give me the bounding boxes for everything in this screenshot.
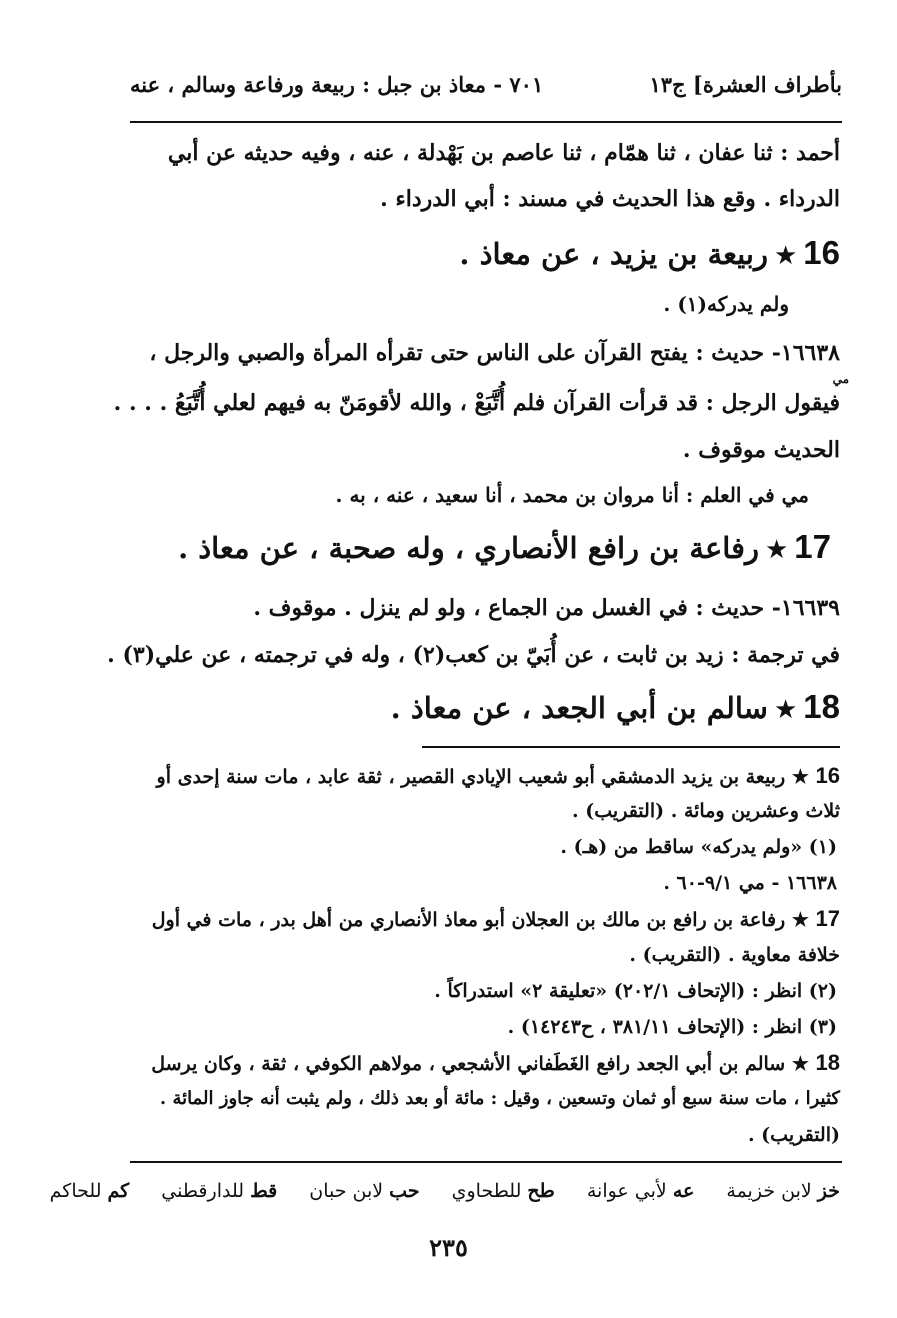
abbreviations-rule: [130, 1161, 842, 1163]
hadith-16638-line-2: فيقول الرجل : قد قرأت القرآن فلم أُتَّبَعْ ، والله لأقومَنّ به فيهم لعلي أُتَّبَعُ . . . .: [113, 390, 840, 416]
narrator-16-note: ولم يدركه(١) .: [663, 292, 789, 316]
footnote-18-line-3: (التقريب) .: [747, 1124, 840, 1146]
hadith-16639-line-2: في ترجمة : زيد بن ثابت ، عن أُبَيّ بن كعب(٢) ، وله في ترجمته ، عن علي(٣) .: [107, 642, 840, 668]
narrator-number: 18: [803, 688, 840, 725]
narrator-number: 17: [794, 528, 831, 565]
footnote-1: (١) «ولم يدركه» ساقط من (هـ) .: [560, 836, 837, 858]
hadith-16638-line-3: الحديث موقوف .: [682, 437, 840, 463]
footnote-rule: [422, 746, 840, 748]
footnote-17-line-1: [130, 906, 840, 932]
footnote-16-line-1: [130, 763, 840, 789]
abbreviation-item: خز لابن خزيمة: [726, 1180, 840, 1202]
narrator-name: ربيعة بن يزيد ، عن معاذ .: [459, 237, 768, 271]
footnote-text: سالم بن أبي الجعد رافع الغَطَفاني الأشجعي ، مولاهم الكوفي ، ثقة ، وكان يرسل: [151, 1053, 786, 1075]
narrator-16: [459, 234, 840, 272]
footnote-2: (٢) انظر : (الإتحاف ٢٠٢/١) «تعليقة ٢» استدراكاً .: [434, 980, 837, 1002]
star-icon: ★: [791, 766, 809, 788]
footnote-text: ربيعة بن يزيد الدمشقي أبو شعيب الإيادي القصير ، ثقة عابد ، مات سنة إحدى أو: [156, 766, 786, 788]
header-rule: [130, 121, 842, 123]
intro-line-1: أحمد : ثنا عفان ، ثنا همّام ، ثنا عاصم بن بَهْدلة ، عنه ، وفيه حديثه عن أبي: [167, 140, 840, 166]
hadith-16638-line-1: ١٦٦٣٨- حديث : يفتح القرآن على الناس حتى تقرأه المرأة والصبي والرجل ،: [149, 340, 840, 366]
header-section-title: ٧٠١ - معاذ بن جبل : ربيعة ورفاعة وسالم ، عنه: [130, 72, 544, 97]
footnote-16638: ١٦٦٣٨ - مي ٩/١-٦٠ .: [663, 872, 837, 894]
running-header: [130, 70, 842, 104]
star-icon: ★: [773, 241, 798, 271]
footnote-3: (٣) انظر : (الإتحاف ٣٨١/١١ ، ح١٤٢٤٣) .: [507, 1016, 837, 1038]
footnote-number: 16: [815, 763, 840, 788]
footnote-18-line-1: [130, 1050, 840, 1076]
hadith-16638-marker: مي: [832, 372, 849, 386]
narrator-name: رفاعة بن رافع الأنصاري ، وله صحبة ، عن معاذ .: [178, 531, 759, 565]
footnote-text: رفاعة بن رافع بن مالك بن العجلان أبو معاذ الأنصاري من أهل بدر ، مات في أول: [151, 909, 786, 931]
abbreviation-item: طح للطحاوي: [451, 1180, 555, 1202]
narrator-17: [178, 528, 831, 566]
footnote-18-line-2: كثيرا ، مات سنة سبع أو ثمان وتسعين ، وقيل : مائة أو بعد ذلك ، ولم يثبت أنه جاوز المائة .: [159, 1088, 840, 1109]
star-icon: ★: [764, 535, 789, 565]
footnote-16-line-2: ثلاث وعشرين ومائة . (التقريب) .: [572, 800, 840, 822]
header-book-title: بأطراف العشرة] ج١٣: [649, 72, 842, 97]
abbreviation-item: حب لابن حبان: [309, 1180, 420, 1202]
star-icon: ★: [773, 695, 798, 725]
abbreviation-item: قط للدارقطني: [161, 1180, 278, 1202]
narrator-18: [391, 688, 840, 726]
footnote-number: 17: [815, 906, 840, 931]
star-icon: ★: [791, 909, 809, 931]
footnote-17-line-2: خلافة معاوية . (التقريب) .: [629, 944, 840, 966]
abbreviation-item: عه لأبي عوانة: [586, 1180, 695, 1202]
narrator-number: 16: [803, 234, 840, 271]
intro-line-2: الدرداء . وقع هذا الحديث في مسند : أبي الدرداء .: [380, 186, 840, 212]
hadith-16638-source: مي في العلم : أنا مروان بن محمد ، أنا سعيد ، عنه ، به .: [335, 483, 809, 507]
narrator-name: سالم بن أبي الجعد ، عن معاذ .: [390, 691, 768, 725]
footnote-number: 18: [815, 1050, 840, 1075]
page-number: ٢٣٥: [429, 1233, 468, 1262]
star-icon: ★: [791, 1053, 809, 1075]
hadith-16639-line-1: ١٦٦٣٩- حديث : في الغسل من الجماع ، ولو لم ينزل . موقوف .: [253, 595, 840, 621]
abbreviations-key: [24, 1180, 840, 1202]
abbreviation-item: كم للحاكم: [49, 1180, 130, 1202]
